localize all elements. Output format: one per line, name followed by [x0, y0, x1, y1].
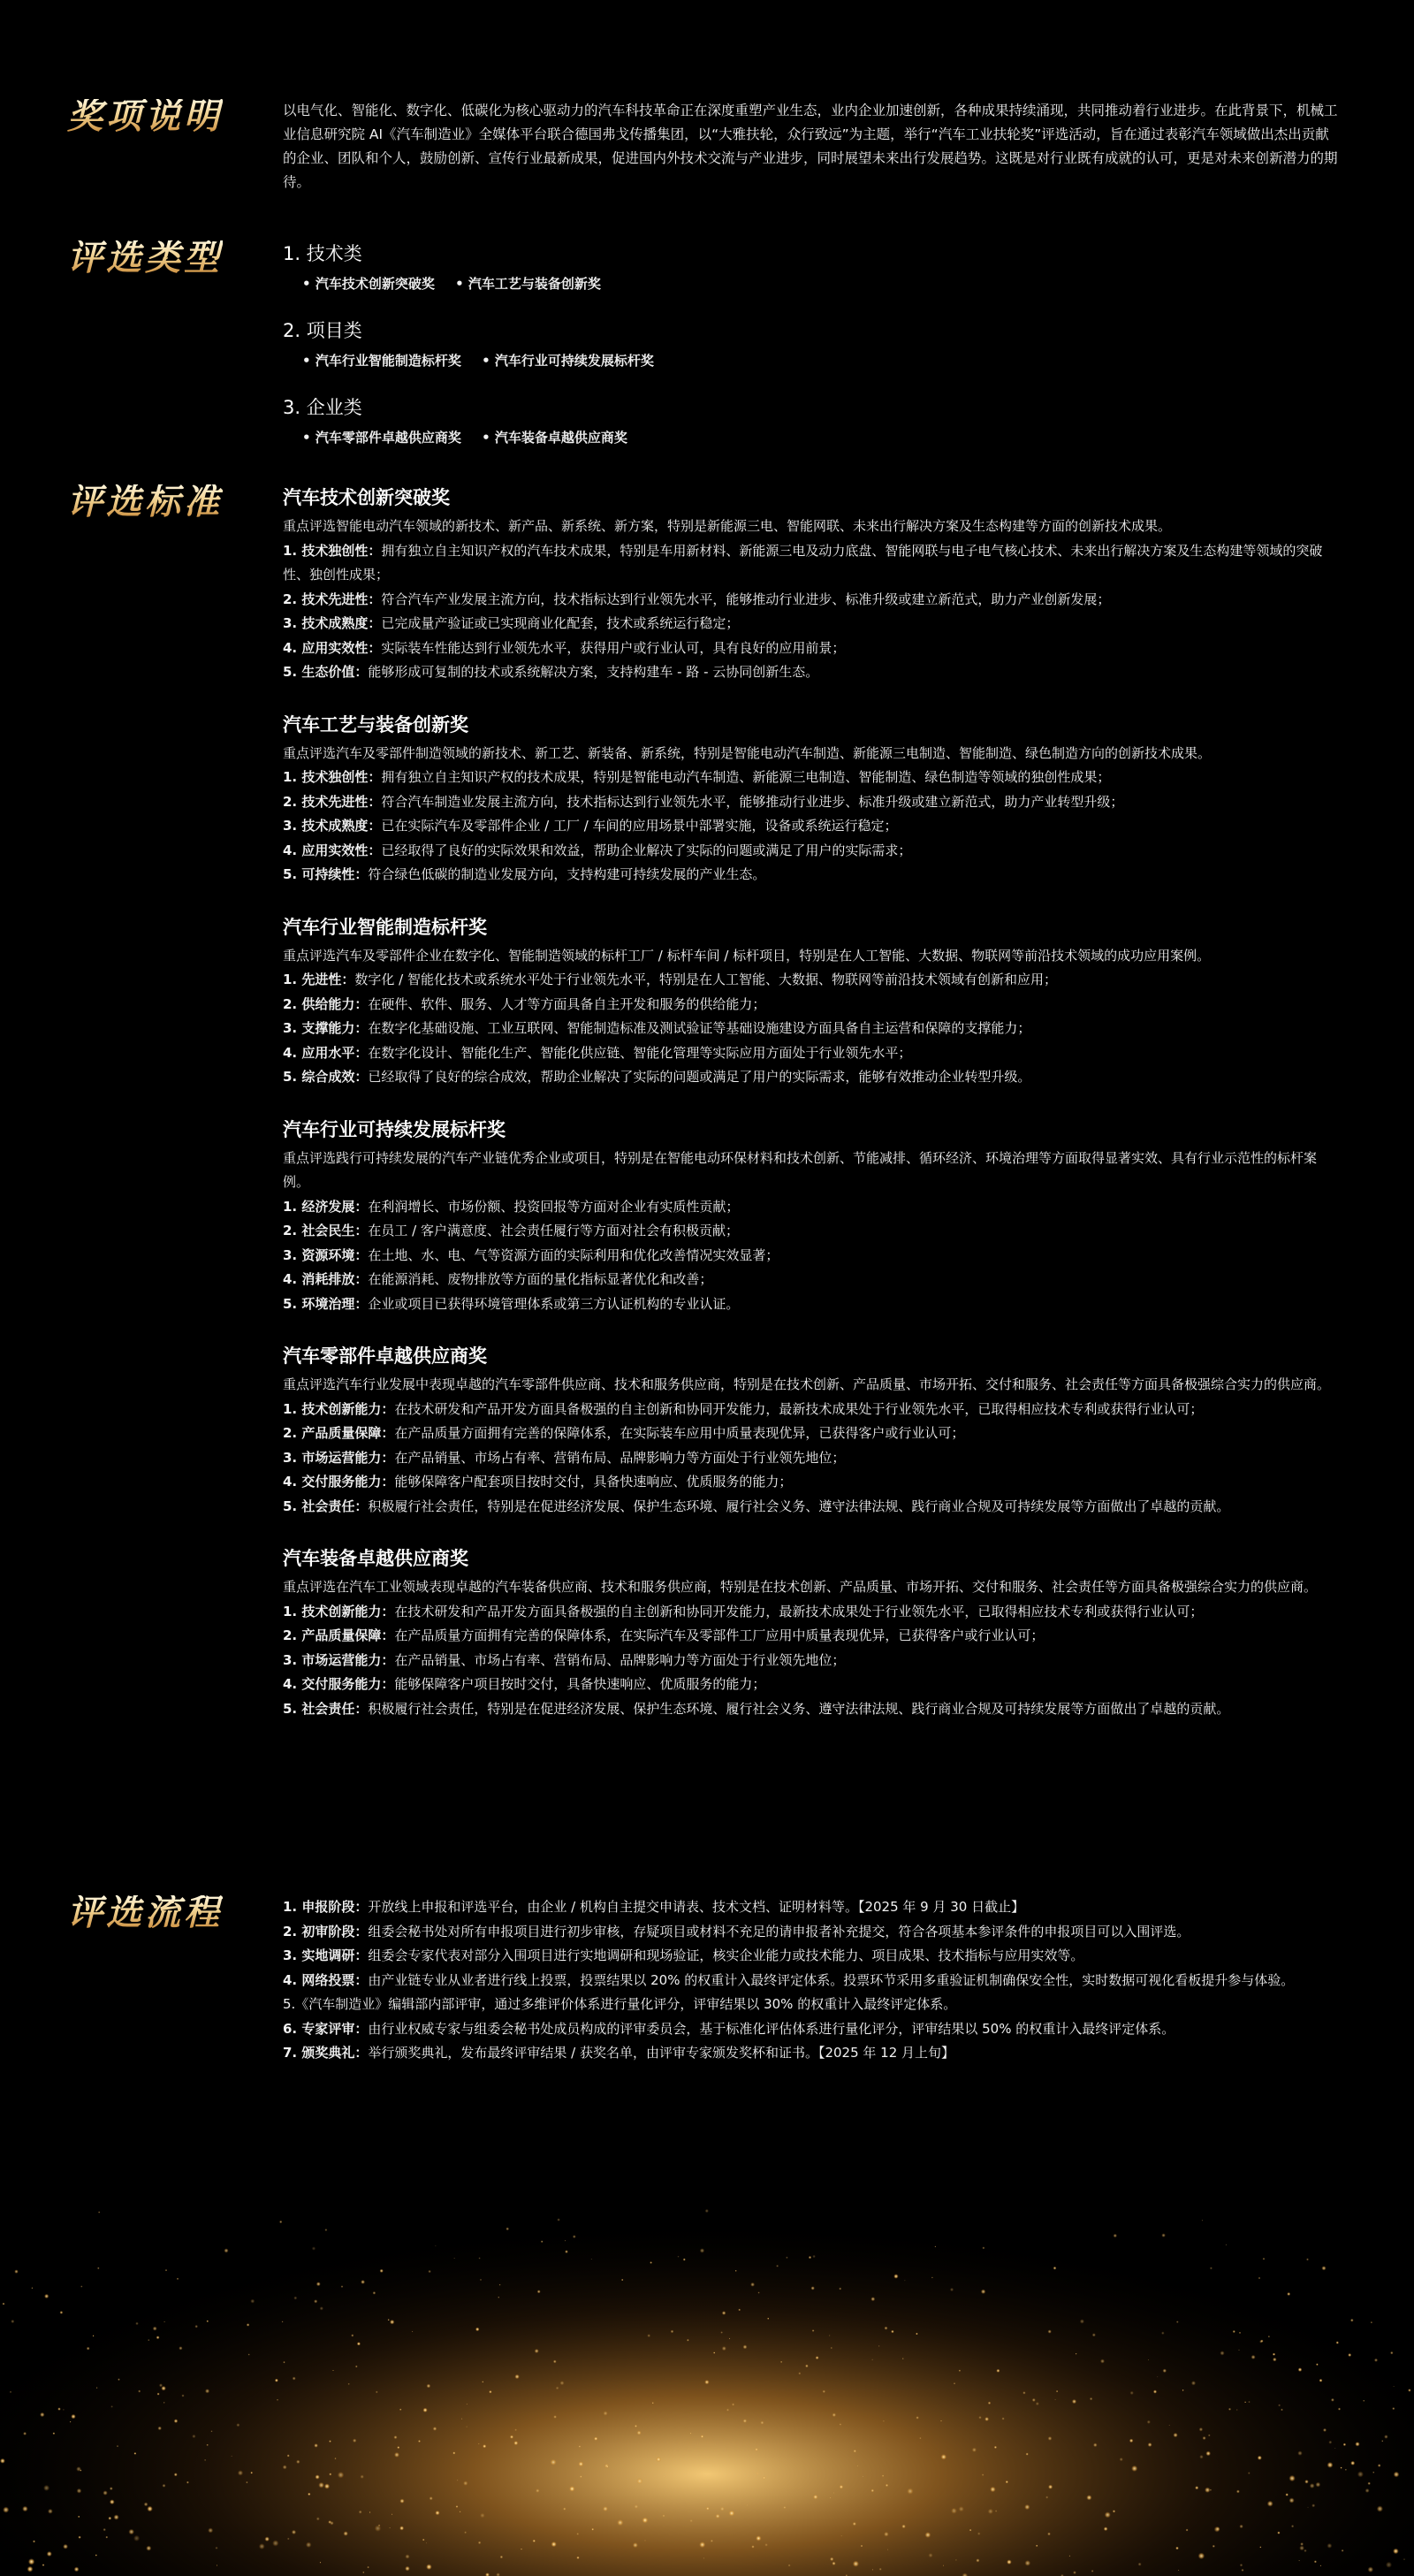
criterion-text: 已在实际汽车及零部件企业 / 工厂 / 车间的应用场景中部署实施，设备或系统运行稳定；: [381, 818, 898, 834]
criterion-text: 在利润增长、市场份额、投资回报等方面对企业有实质性贡献；: [368, 1198, 740, 1215]
award-title: 汽车装备卓越供应商奖: [283, 1548, 468, 1569]
criterion-label: 5. 环境治理：: [283, 1295, 369, 1312]
step-text: 5.《汽车制造业》编辑部内部评审，通过多维评价体系进行量化评分，评审结果以 30% 的权重计入最终评定体系。: [283, 1996, 957, 2012]
criterion-text: 符合汽车制造业发展主流方向，技术指标达到行业领先水平，能够推动行业进步、标准升级或建立新范式，助力产业转型升级；: [381, 793, 1124, 810]
criterion-text: 在能源消耗、废物排放等方面的量化指标显著优化和改善；: [368, 1271, 713, 1287]
criterion-item: [283, 1624, 1340, 1649]
criterion-item: [283, 1017, 1340, 1041]
type-group-enterprise: [283, 394, 1340, 446]
process-step: [283, 1944, 1340, 1969]
criterion-label: 1. 技术独创性：: [283, 542, 382, 559]
criteria-list: [283, 484, 1340, 1748]
intro-heading: 奖项说明: [67, 95, 223, 137]
gold-glitter-background: [0, 2113, 1414, 2576]
criterion-label: 3. 资源环境：: [283, 1246, 369, 1263]
criterion-label: 3. 技术成熟度：: [283, 615, 382, 631]
award-title: 汽车工艺与装备创新奖: [283, 713, 468, 735]
criterion-item: [283, 636, 1340, 661]
process-steps: [283, 1895, 1340, 2066]
type-item: • 汽车技术创新突破奖: [302, 274, 435, 293]
step-text: 开放线上申报和评选平台，由企业 / 机构自主提交申请表、技术文档、证明材料等。【2025 年 9 月 30 日截止】: [368, 1899, 1025, 1915]
criterion-label: 2. 产品质量保障：: [283, 1425, 395, 1441]
criterion-label: 1. 技术创新能力：: [283, 1400, 395, 1417]
criterion-item: [283, 1495, 1340, 1520]
award-parts-supplier: [283, 1343, 1340, 1519]
award-title: 汽车行业智能制造标杆奖: [283, 916, 487, 938]
criterion-label: 4. 应用实效性：: [283, 639, 382, 656]
award-description: 重点评选践行可持续发展的汽车产业链优秀企业或项目，特别是在智能电动环保材料和技术创新、节能减排、循环经济、环境治理等方面取得显著实效、具有行业示范性的标杆案例。: [283, 1149, 1318, 1190]
criterion-text: 能够形成可复制的技术或系统解决方案，支持构建车 - 路 - 云协同创新生态。: [368, 664, 819, 680]
criterion-label: 5. 社会责任：: [283, 1700, 369, 1717]
criterion-label: 5. 综合成效：: [283, 1069, 369, 1085]
criterion-text: 已完成量产验证或已实现商业化配套，技术或系统运行稳定；: [381, 615, 740, 631]
criterion-label: 5. 可持续性：: [283, 866, 369, 882]
criterion-label: 1. 先进性：: [283, 972, 355, 987]
type-item: • 汽车装备卓越供应商奖: [482, 428, 627, 446]
criterion-text: 实际装车性能达到行业领先水平，获得用户或行业认可，具有良好的应用前景；: [381, 639, 846, 656]
step-label: 7. 颁奖典礼：: [283, 2045, 369, 2061]
criterion-label: 2. 产品质量保障：: [283, 1627, 395, 1643]
criterion-label: 3. 市场运营能力：: [283, 1651, 395, 1668]
award-tech-innovation: [283, 484, 1340, 685]
type-group-project: [283, 317, 1340, 370]
criterion-text: 在硬件、软件、服务、人才等方面具备自主开发和服务的供给能力；: [368, 995, 766, 1012]
award-title: 汽车零部件卓越供应商奖: [283, 1345, 487, 1367]
criterion-item: [283, 1697, 1340, 1722]
step-text: 举行颁奖典礼，发布最终评审结果 / 获奖名单，由评审专家颁发奖杯和证书。【2025 年 12 月上旬】: [368, 2045, 955, 2061]
glitter-graphic: [0, 2113, 1414, 2576]
criterion-item: [283, 1041, 1340, 1066]
criterion-text: 符合绿色低碳的制造业发展方向，支持构建可持续发展的产业生态。: [368, 866, 766, 882]
criterion-label: 5. 生态价值：: [283, 664, 369, 680]
award-sustainability: [283, 1117, 1340, 1317]
step-label: 4. 网络投票：: [283, 1971, 369, 1988]
criterion-text: 在产品销量、市场占有率、营销布局、品牌影响力等方面处于行业领先地位；: [394, 1449, 846, 1466]
criterion-item: [283, 1446, 1340, 1471]
type-item: • 汽车零部件卓越供应商奖: [302, 428, 461, 446]
type-group-title: 2. 项目类: [283, 320, 362, 341]
award-smart-manufacturing: [283, 914, 1340, 1090]
criterion-item: [283, 766, 1340, 790]
criterion-text: 在产品质量方面拥有完善的保障体系，在实际装车应用中质量表现优异，已获得客户或行业认可；: [394, 1425, 965, 1441]
criterion-label: 1. 技术创新能力：: [283, 1603, 395, 1620]
criterion-item: [283, 539, 1340, 588]
criterion-label: 2. 社会民生：: [283, 1223, 369, 1238]
criterion-text: 在数字化设计、智能化生产、智能化供应链、智能化管理等实际应用方面处于行业领先水平；: [368, 1044, 912, 1061]
criterion-label: 3. 支撑能力：: [283, 1020, 369, 1036]
types-list: [283, 240, 1340, 471]
criterion-label: 4. 应用实效性：: [283, 842, 382, 858]
step-text: 由行业权威专家与组委会秘书处成员构成的评审委员会，基于标准化评估体系进行量化评分，评审结果以 50% 的权重计入最终评定体系。: [368, 2020, 1175, 2037]
criterion-text: 在数字化基础设施、工业互联网、智能制造标准及测试验证等基础设施建设方面具备自主运营和保障的支撑能力；: [368, 1020, 1031, 1036]
award-description: 重点评选在汽车工业领域表现卓越的汽车装备供应商、技术和服务供应商，特别是在技术创新、产品质量、市场开拓、交付和服务、社会责任等方面具备极强综合实力的供应商。: [283, 1579, 1318, 1595]
criterion-text: 能够保障客户项目按时交付，具备快速响应、优质服务的能力；: [394, 1676, 766, 1692]
criterion-label: 2. 供给能力：: [283, 995, 369, 1012]
type-item: • 汽车工艺与装备创新奖: [455, 274, 601, 293]
criterion-item: [283, 1065, 1340, 1090]
process-step: [283, 2041, 1340, 2066]
criterion-item: [283, 1244, 1340, 1269]
process-step: [283, 2017, 1340, 2042]
award-title: 汽车行业可持续发展标杆奖: [283, 1118, 506, 1140]
criterion-label: 3. 市场运营能力：: [283, 1449, 395, 1466]
award-equipment-supplier: [283, 1545, 1340, 1721]
types-heading: 评选类型: [67, 237, 223, 278]
criterion-item: [283, 863, 1340, 888]
criterion-label: 3. 技术成熟度：: [283, 818, 382, 834]
criterion-text: 已经取得了良好的综合成效，帮助企业解决了实际的问题或满足了用户的实际需求，能够有效推动企业转型升级。: [368, 1069, 1031, 1085]
type-group-title: 3. 企业类: [283, 397, 362, 418]
criterion-text: 积极履行社会责任，特别是在促进经济发展、保护生态环境、履行社会义务、遵守法律法规、践行商业合规及可持续发展等方面做出了卓越的贡献。: [368, 1498, 1230, 1514]
award-description: 重点评选汽车行业发展中表现卓越的汽车零部件供应商、技术和服务供应商，特别是在技术创新、产品质量、市场开拓、交付和服务、社会责任等方面具备极强综合实力的供应商。: [283, 1376, 1331, 1392]
type-item: • 汽车行业智能制造标杆奖: [302, 351, 461, 370]
award-description: 重点评选汽车及零部件企业在数字化、智能制造领域的标杆工厂 / 标杆车间 / 标杆项目，特别是在人工智能、大数据、物联网等前沿技术领域的成功应用案例。: [283, 947, 1211, 964]
criterion-text: 已经取得了良好的实际效果和效益，帮助企业解决了实际的问题或满足了用户的实际需求；: [381, 842, 912, 858]
step-text: 组委会秘书处对所有申报项目进行初步审核，存疑项目或材料不充足的请申报者补充提交，符合各项基本参评条件的申报项目可以入围评选。: [368, 1923, 1190, 1940]
criterion-label: 2. 技术先进性：: [283, 793, 382, 810]
criterion-item: [283, 814, 1340, 839]
criterion-item: [283, 660, 1340, 685]
criterion-text: 在产品质量方面拥有完善的保障体系，在实际汽车及零部件工厂应用中质量表现优异，已获得客户或行业认可；: [394, 1627, 1045, 1643]
step-text: 组委会专家代表对部分入围项目进行实地调研和现场验证，核实企业能力或技术能力、项目成果、技术指标与应用实效等。: [368, 1947, 1084, 1963]
process-step: [283, 1969, 1340, 1993]
criterion-label: 1. 经济发展：: [283, 1198, 369, 1215]
criterion-label: 2. 技术先进性：: [283, 591, 382, 607]
type-group-title: 1. 技术类: [283, 243, 362, 264]
award-description: 重点评选智能电动汽车领域的新技术、新产品、新系统、新方案，特别是新能源三电、智能网联、未来出行解决方案及生态构建等方面的创新技术成果。: [283, 518, 1172, 534]
criterion-text: 在产品销量、市场占有率、营销布局、品牌影响力等方面处于行业领先地位；: [394, 1651, 846, 1668]
criterion-text: 在土地、水、电、气等资源方面的实际利用和优化改善情况实效显著；: [368, 1246, 779, 1263]
step-text: 由产业链专业从业者进行线上投票，投票结果以 20% 的权重计入最终评定体系。投票环节采用多重验证机制确保安全性，实时数据可视化看板提升参与体验。: [368, 1971, 1295, 1988]
criterion-label: 4. 消耗排放：: [283, 1271, 369, 1287]
criterion-item: [283, 1219, 1340, 1244]
criterion-item: [283, 839, 1340, 864]
process-step: [283, 1920, 1340, 1945]
criterion-text: 在技术研发和产品开发方面具备极强的自主创新和协同开发能力，最新技术成果处于行业领先水平，已取得相应技术专利或获得行业认可；: [394, 1400, 1204, 1417]
criterion-item: [283, 790, 1340, 815]
process-step: [283, 1993, 1340, 2017]
type-group-technology: [283, 240, 1340, 293]
criterion-item: [283, 612, 1340, 636]
criterion-text: 符合汽车产业发展主流方向，技术指标达到行业领先水平，能够推动行业进步、标准升级或建立新范式，助力产业创新发展；: [381, 591, 1111, 607]
award-title: 汽车技术创新突破奖: [283, 487, 450, 508]
step-label: 6. 专家评审：: [283, 2020, 369, 2037]
criterion-item: [283, 1292, 1340, 1317]
type-item: • 汽车行业可持续发展标杆奖: [482, 351, 654, 370]
criterion-item: [283, 968, 1340, 993]
criterion-item: [283, 1470, 1340, 1495]
criterion-item: [283, 1268, 1340, 1292]
criterion-item: [283, 1649, 1340, 1673]
criterion-item: [283, 1398, 1340, 1422]
criterion-text: 在员工 / 客户满意度、社会责任履行等方面对社会有积极贡献；: [368, 1223, 739, 1238]
criteria-heading: 评选标准: [67, 481, 223, 522]
criterion-label: 4. 应用水平：: [283, 1044, 369, 1061]
criterion-label: 4. 交付服务能力：: [283, 1474, 395, 1490]
criterion-label: 5. 社会责任：: [283, 1498, 369, 1514]
criterion-item: [283, 1195, 1340, 1220]
step-label: 3. 实地调研：: [283, 1947, 369, 1963]
process-step: [283, 1895, 1340, 1920]
criterion-label: 4. 交付服务能力：: [283, 1676, 395, 1692]
criterion-item: [283, 1421, 1340, 1446]
award-process-equipment: [283, 712, 1340, 888]
criterion-text: 拥有独立自主知识产权的技术成果，特别是智能电动汽车制造、新能源三电制造、智能制造、绿色制造等领域的独创性成果；: [381, 769, 1111, 785]
criterion-item: [283, 993, 1340, 1017]
award-description: 重点评选汽车及零部件制造领域的新技术、新工艺、新装备、新系统，特别是智能电动汽车制造、新能源三电制造、智能制造、绿色制造方向的创新技术成果。: [283, 744, 1212, 761]
criterion-text: 能够保障客户配套项目按时交付，具备快速响应、优质服务的能力；: [394, 1474, 793, 1490]
criterion-text: 积极履行社会责任，特别是在促进经济发展、保护生态环境、履行社会义务、遵守法律法规、践行商业合规及可持续发展等方面做出了卓越的贡献。: [368, 1700, 1230, 1717]
criterion-item: [283, 1673, 1340, 1697]
criterion-text: 在技术研发和产品开发方面具备极强的自主创新和协同开发能力，最新技术成果处于行业领先水平，已取得相应技术专利或获得行业认可；: [394, 1603, 1204, 1620]
criterion-text: 拥有独立自主知识产权的汽车技术成果，特别是车用新材料、新能源三电及动力底盘、智能网联与电子电气核心技术、未来出行解决方案及生态构建等领域的突破性、独创性成果；: [283, 542, 1323, 583]
intro-paragraph: 以电气化、智能化、数字化、低碳化为核心驱动力的汽车科技革命正在深度重塑产业生态，业内企业加速创新，各种成果持续涌现，共同推动着行业进步。在此背景下，机械工业信息研究院 AI《汽车制造业》全媒体平台联合德国弗戈传播集团，以“大雅扶轮，众行致远”为主题，举行“汽车工业扶轮奖”评选活动，旨在通过表彰汽车领域做出杰出贡献的企业、团队和个人，鼓励创新、宣传行业最新成果，促进国内外技术交流与产业进步，同时展望未来出行发展趋势。这既是对行业既有成就的认可，更是对未来创新潜力的期待。: [283, 103, 1338, 190]
criterion-item: [283, 588, 1340, 613]
criterion-item: [283, 1600, 1340, 1625]
step-label: 1. 申报阶段：: [283, 1899, 369, 1915]
step-label: 2. 初审阶段：: [283, 1923, 369, 1940]
criterion-text: 数字化 / 智能化技术或系统水平处于行业领先水平，特别是在人工智能、大数据、物联网等前沿技术领域有创新和应用；: [354, 972, 1057, 987]
criterion-text: 企业或项目已获得环境管理体系或第三方认证机构的专业认证。: [368, 1295, 740, 1312]
criterion-label: 1. 技术独创性：: [283, 769, 382, 785]
process-heading: 评选流程: [67, 1892, 223, 1933]
